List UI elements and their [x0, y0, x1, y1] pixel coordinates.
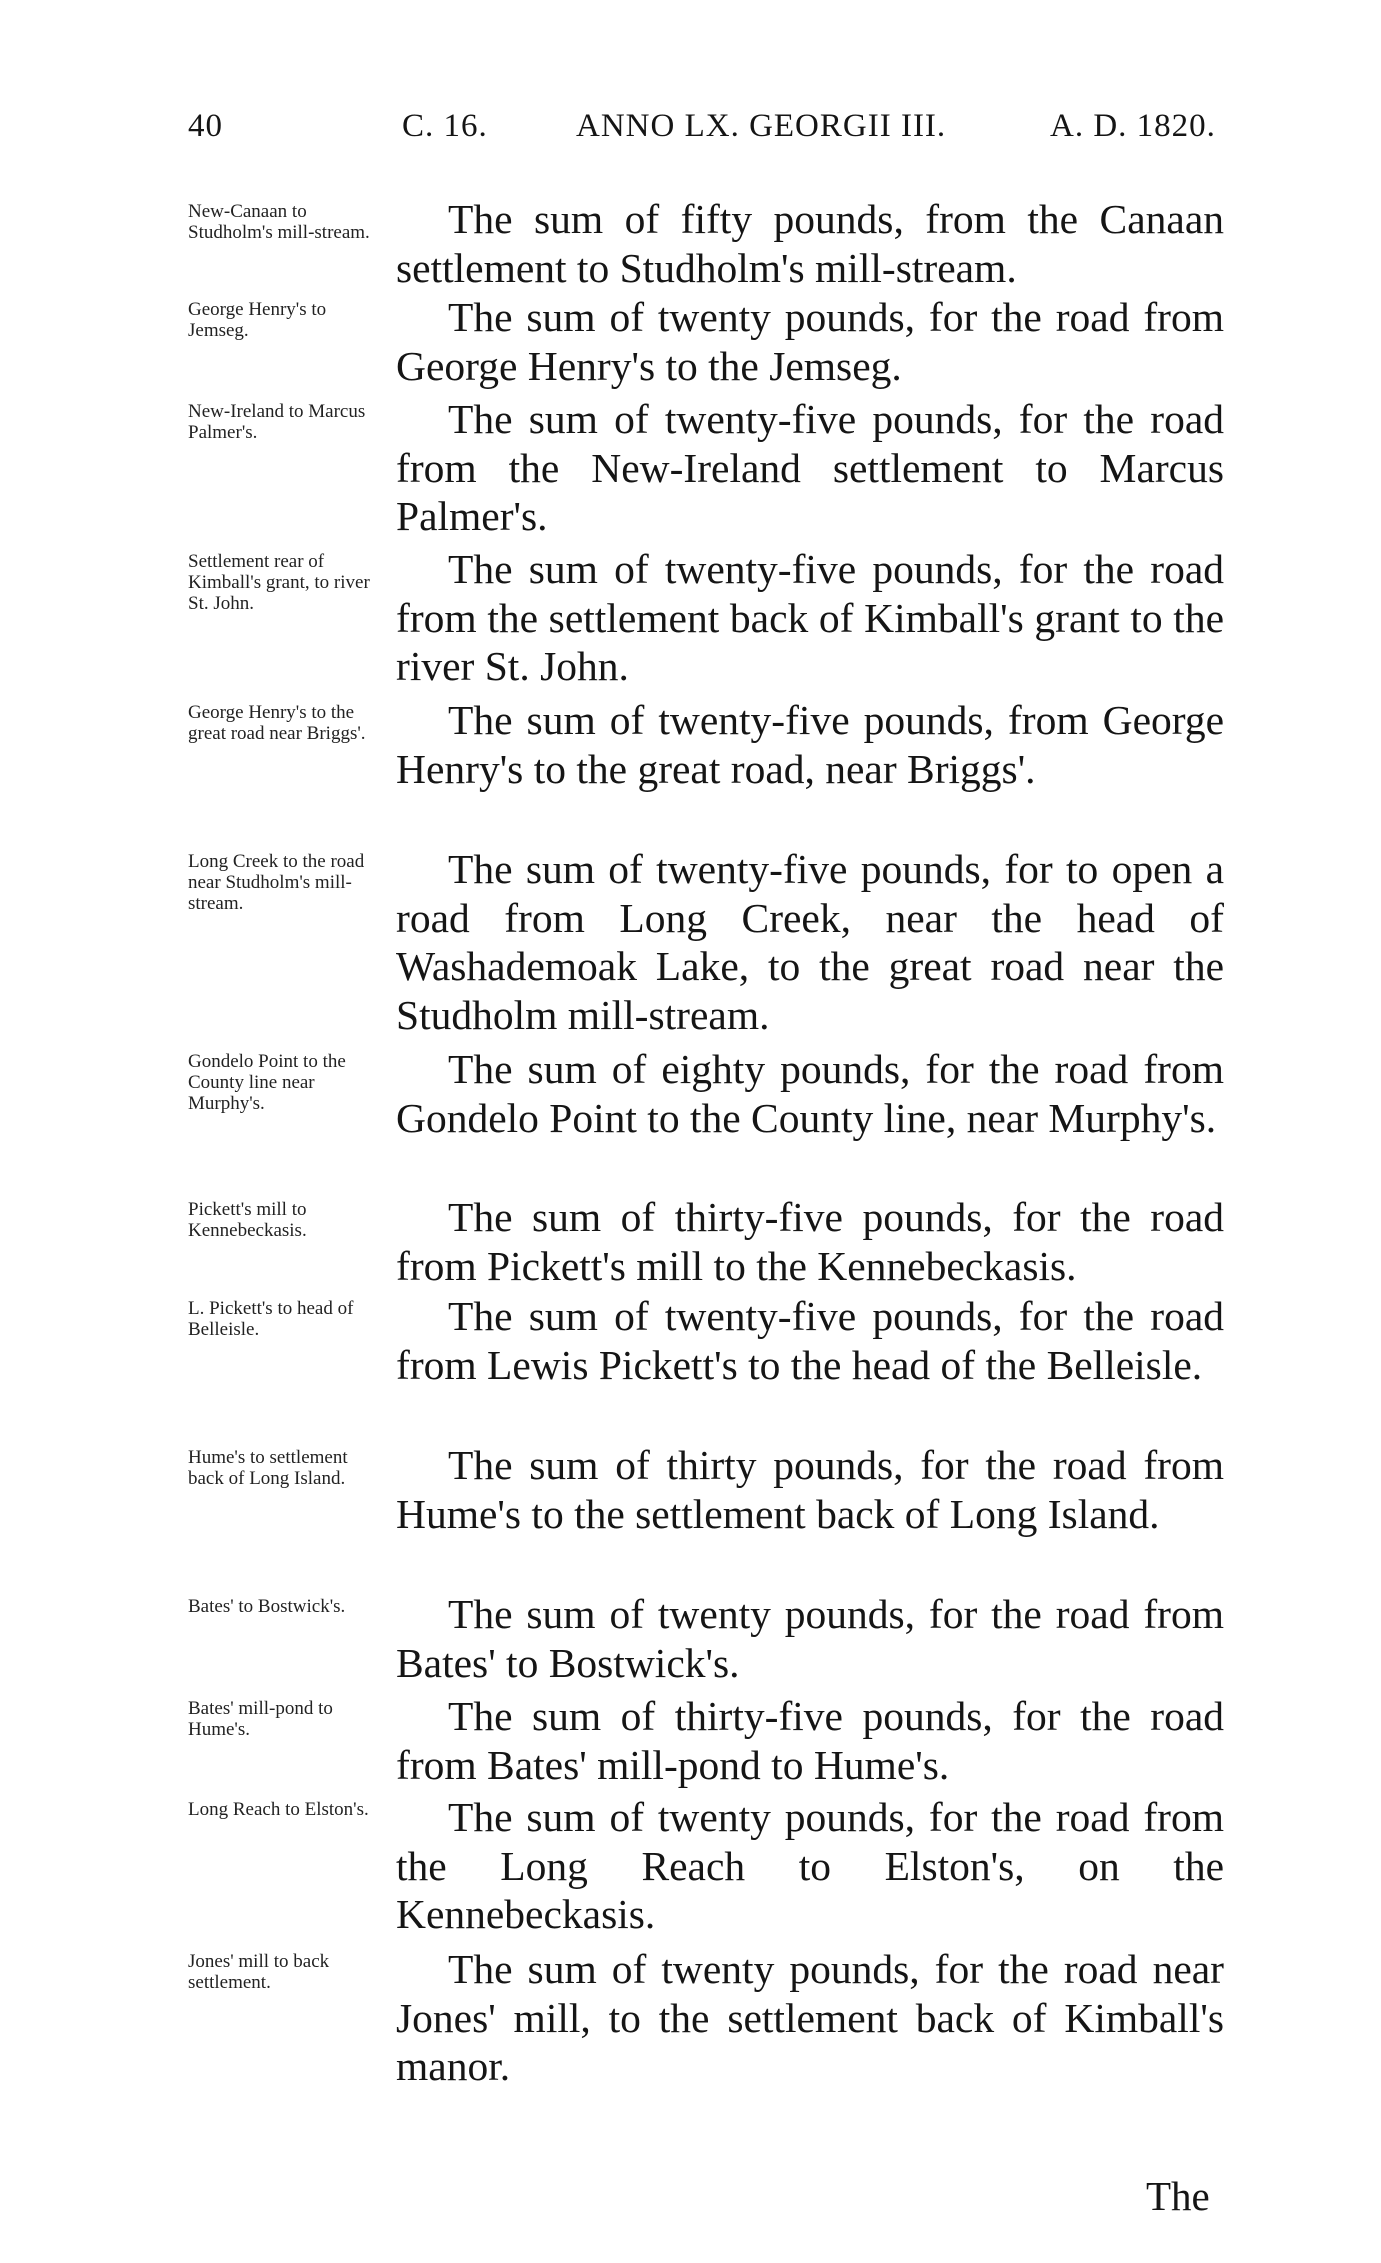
- entry-text: The sum of twenty pounds, for the road from Bates' to Bostwick's.: [396, 1591, 1224, 1686]
- catchword: The: [1146, 2173, 1210, 2219]
- entry-text: The sum of twenty pounds, for the road near Jones' mill, to the settlement back of Kimball's manor.: [396, 1946, 1224, 2089]
- entry-text: The sum of twenty-five pounds, for to open a road from Long Creek, near the head of Washademoak Lake, to the great road near the Studholm mill-stream.: [396, 846, 1224, 1038]
- entry-text: The sum of thirty-five pounds, for the road from Pickett's mill to the Kennebeckasis.: [396, 1194, 1224, 1289]
- margin-note: Jones' mill to back settlement.: [188, 1951, 330, 1993]
- margin-note: New-Ireland to Marcus Palmer's.: [188, 401, 366, 443]
- margin-note: George Henry's to Jemseg.: [188, 299, 327, 341]
- entry-text: The sum of thirty pounds, for the road from Hume's to the settlement back of Long Island.: [396, 1442, 1224, 1537]
- entry-text: The sum of twenty pounds, for the road from George Henry's to the Jemseg.: [396, 294, 1224, 389]
- margin-note: Settlement rear of Kimball's grant, to river St. John.: [188, 551, 370, 614]
- margin-note: Gondelo Point to the County line near Murphy's.: [188, 1051, 346, 1114]
- margin-note: Long Reach to Elston's.: [188, 1799, 369, 1820]
- entry-text: The sum of twenty-five pounds, for the road from the settlement back of Kimball's grant to the river St. John.: [396, 546, 1224, 689]
- entry-text: The sum of eighty pounds, for the road from Gondelo Point to the County line, near Murphy's.: [396, 1046, 1224, 1141]
- margin-note: George Henry's to the great road near Briggs'.: [188, 702, 366, 744]
- margin-note: New-Canaan to Studholm's mill-stream.: [188, 201, 370, 243]
- year-date: A. D. 1820.: [1050, 108, 1216, 144]
- entry-text: The sum of thirty-five pounds, for the road from Bates' mill-pond to Hume's.: [396, 1693, 1224, 1788]
- act-title: ANNO LX. GEORGII III.: [576, 108, 947, 144]
- entry-text: The sum of twenty pounds, for the road from the Long Reach to Elston's, on the Kennebeckasis.: [396, 1794, 1224, 1937]
- entry-text: The sum of twenty-five pounds, from George Henry's to the great road, near Briggs'.: [396, 697, 1224, 792]
- running-header: [0, 108, 1381, 158]
- margin-note: L. Pickett's to head of Belleisle.: [188, 1298, 354, 1340]
- margin-note: Long Creek to the road near Studholm's mill-stream.: [188, 851, 365, 914]
- entry-text: The sum of fifty pounds, from the Canaan settlement to Studholm's mill-stream.: [396, 196, 1224, 291]
- entry-text: The sum of twenty-five pounds, for the road from Lewis Pickett's to the head of the Belleisle.: [396, 1293, 1224, 1388]
- margin-note: Bates' to Bostwick's.: [188, 1596, 346, 1617]
- entry-text: The sum of twenty-five pounds, for the road from the New-Ireland settlement to Marcus Palmer's.: [396, 396, 1224, 539]
- margin-note: Bates' mill-pond to Hume's.: [188, 1698, 333, 1740]
- margin-note: Pickett's mill to Kennebeckasis.: [188, 1199, 307, 1241]
- margin-note: Hume's to settlement back of Long Island.: [188, 1447, 348, 1489]
- page-number: 40: [188, 108, 223, 144]
- chapter-number: C. 16.: [402, 108, 488, 144]
